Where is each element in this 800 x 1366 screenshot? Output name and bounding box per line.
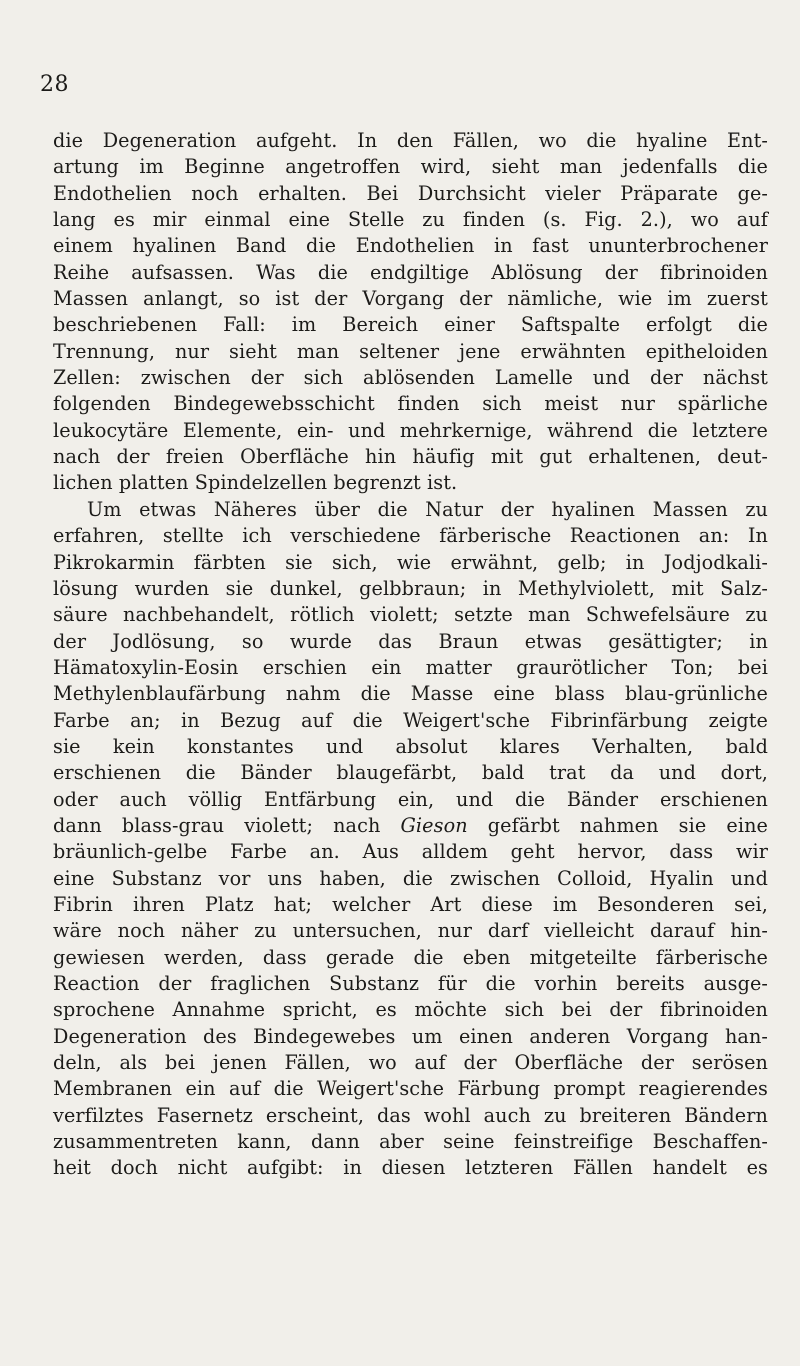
text-line: Zellen: zwischen der sich ablösenden Lamelle und der nächst	[53, 366, 768, 390]
text-line: gewiesen werden, dass gerade die eben mitgeteilte färberische	[53, 945, 768, 969]
text-line: Hämatoxylin-Eosin erschien ein matter graurötlicher Ton; bei	[53, 655, 768, 679]
text-line: beschriebenen Fall: im Bereich einer Saftspalte erfolgt die	[53, 313, 768, 337]
text-line: heit doch nicht aufgibt: in diesen letzteren Fällen handelt es	[53, 1156, 768, 1180]
text-segment: dann blass-grau violett; nach	[53, 813, 381, 837]
text-line: Reihe aufsassen. Was die endgiltige Ablösung der fibrinoiden	[53, 260, 768, 284]
author-name-italic: Gieson	[400, 813, 468, 837]
text-line: Reaction der fraglichen Substanz für die vorhin bereits ausge-	[53, 972, 768, 995]
paragraph-start-line: Um etwas Näheres über die Natur der hyalinen Massen zu	[87, 497, 768, 521]
text-line: nach der freien Oberfläche hin häufig mit gut erhaltenen, deut-	[53, 445, 768, 469]
text-line: erschienen die Bänder blaugefärbt, bald trat da und dort,	[53, 761, 768, 785]
page-body	[53, 128, 768, 1182]
text-line: Degeneration des Bindegewebes um einen anderen Vorgang han-	[53, 1024, 768, 1048]
text-line: leukocytäre Elemente, ein- und mehrkernige, während die letztere	[53, 418, 768, 442]
text-line: lang es mir einmal eine Stelle zu finden (s. Fig. 2.), wo auf	[53, 208, 768, 232]
text-line: eine Substanz vor uns haben, die zwischen Colloid, Hyalin und	[53, 866, 768, 890]
text-line: Endothelien noch erhalten. Bei Durchsicht vieler Präparate ge-	[53, 181, 768, 205]
text-line: Membranen ein auf die Weigert'sche Färbung prompt reagierendes	[53, 1077, 768, 1101]
text-line: verfilztes Fasernetz erscheint, das wohl auch zu breiteren Bändern	[53, 1103, 768, 1127]
text-line: Methylenblaufärbung nahm die Masse eine blass blau-grünliche	[53, 682, 768, 706]
text-line: sie kein konstantes und absolut klares Verhalten, bald	[53, 734, 768, 758]
text-line: wäre noch näher zu untersuchen, nur darf vielleicht darauf hin-	[53, 919, 768, 943]
text-line: oder auch völlig Entfärbung ein, und die Bänder erschienen	[53, 787, 768, 811]
text-line: bräunlich-gelbe Farbe an. Aus alldem geht hervor, dass wir	[53, 840, 768, 864]
text-line-with-italic	[53, 813, 768, 839]
text-line: Trennung, nur sieht man seltener jene erwähnten epitheloiden	[53, 339, 768, 363]
text-line: Pikrokarmin färbten sie sich, wie erwähnt, gelb; in Jodjodkali-	[53, 550, 768, 574]
text-line: lösung wurden sie dunkel, gelbbraun; in Methylviolett, mit Salz-	[53, 576, 768, 600]
text-line: Massen anlangt, so ist der Vorgang der nämliche, wie im zuerst	[53, 287, 768, 311]
text-line: der Jodlösung, so wurde das Braun etwas gesättigter; in	[53, 629, 768, 653]
text-line: einem hyalinen Band die Endothelien in fast ununterbrochener	[53, 234, 768, 258]
page-number: 28	[40, 72, 69, 97]
text-line: Fibrin ihren Platz hat; welcher Art diese im Besonderen sei,	[53, 892, 768, 916]
text-line: folgenden Bindegewebsschicht finden sich meist nur spärliche	[53, 392, 768, 416]
text-segment: gefärbt nahmen sie eine	[487, 813, 768, 837]
text-line: erfahren, stellte ich verschiedene färberische Reactionen an: In	[53, 524, 768, 548]
text-line: artung im Beginne angetroffen wird, sieht man jedenfalls die	[53, 155, 768, 179]
text-line: säure nachbehandelt, rötlich violett; setzte man Schwefelsäure zu	[53, 603, 768, 627]
text-line: deln, als bei jenen Fällen, wo auf der Oberfläche der serösen	[53, 1051, 768, 1075]
text-line: die Degeneration aufgeht. In den Fällen, wo die hyaline Ent-	[53, 129, 768, 152]
paragraph-end-line: lichen platten Spindelzellen begrenzt ist.	[53, 471, 458, 495]
text-line: Farbe an; in Bezug auf die Weigert'sche Fibrinfärbung zeigte	[53, 708, 768, 732]
text-line: sprochene Annahme spricht, es möchte sich bei der fibrinoiden	[53, 998, 768, 1022]
text-line: zusammentreten kann, dann aber seine feinstreifige Beschaffen-	[53, 1130, 768, 1154]
